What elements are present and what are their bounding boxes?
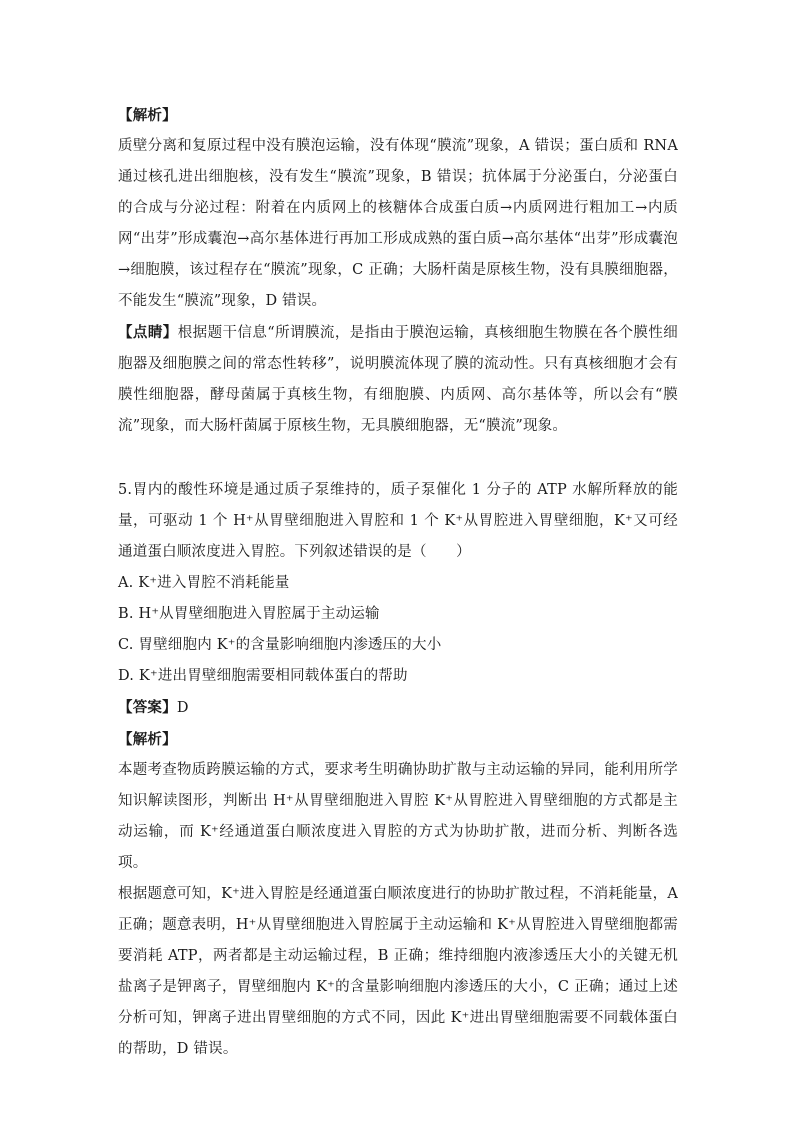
option-c: C. 胃壁细胞内 K⁺的含量影响细胞内渗透压的大小 xyxy=(118,637,442,653)
question-5-stem: 5.胃内的酸性环境是通过质子泵维持的，质子泵催化 1 分子的 ATP 水解所释放的能量，可驱动 1 个 H⁺从胃壁细胞进入胃腔和 1 个 K⁺从胃腔进入胃壁细胞，K⁺又可经通道蛋白顺浓度进入胃腔。下列叙述错误的是（ ） xyxy=(118,482,678,560)
option-b: B. H⁺从胃壁细胞进入胃腔属于主动运输 xyxy=(118,606,380,622)
answer-paragraph xyxy=(118,692,678,724)
answer-heading: 【答案】 xyxy=(118,699,177,716)
question-5-analysis-heading: 【解析】 xyxy=(118,731,177,748)
analysis-heading: 【解析】 xyxy=(118,107,177,124)
question-5-analysis-text-1: 本题考查物质跨膜运输的方式，要求考生明确协助扩散与主动运输的异同，能利用所学知识解读图形，判断出 H⁺从胃壁细胞进入胃腔 K⁺从胃腔进入胃壁细胞的方式都是主动运输，而 K⁺经通道蛋白顺浓度进入胃腔的方式为协助扩散，进而分析、判断各选项。 xyxy=(118,762,678,871)
comment-paragraph xyxy=(118,317,678,442)
analysis-text: 质壁分离和复原过程中没有膜泡运输，没有体现“膜流”现象，A 错误；蛋白质和 RNA 通过核孔进出细胞核，没有发生“膜流”现象，B 错误；抗体属于分泌蛋白，分泌蛋白的合成与分泌过程：附着在内质网上的核糖体合成蛋白质→内质网进行粗加工→内质网“出芽”形成囊泡→高尔基体进行再加工形成成熟的蛋白质→高尔基体“出芽”形成囊泡→细胞膜，该过程存在“膜流”现象，C 正确；大肠杆菌是原核生物，没有具膜细胞器，不能发生“膜流”现象，D 错误。 xyxy=(118,138,678,309)
section-gap xyxy=(118,442,678,475)
answer-value: D xyxy=(176,700,189,716)
comment-heading: 【点睛】 xyxy=(118,324,178,341)
option-a: A. K⁺进入胃腔不消耗能量 xyxy=(118,575,290,591)
option-d: D. K⁺进出胃壁细胞需要相同载体蛋白的帮助 xyxy=(118,668,408,684)
comment-text: 根据题干信息“所谓膜流，是指由于膜泡运输，真核细胞生物膜在各个膜性细胞器及细胞膜之间的常态性转移”，说明膜流体现了膜的流动性。只有真核细胞才会有膜性细胞器，酵母菌属于真核生物，有细胞膜、内质网、高尔基体等，所以会有“膜流”现象，而大肠杆菌属于原核生物，无具膜细胞器，无“膜流”现象。 xyxy=(118,325,678,434)
question-5-analysis-text-2: 根据题意可知，K⁺进入胃腔是经通道蛋白顺浓度进行的协助扩散过程，不消耗能量，A 正确；题意表明，H⁺从胃壁细胞进入胃腔属于主动运输和 K⁺从胃腔进入胃壁细胞都需要消耗 ATP，两者都是主动运输过程，B 正确；维持细胞内液渗透压大小的关键无机盐离子是钾离子，胃壁细胞内 K⁺的含量影响细胞内渗透压的大小，C 正确；通过上述分析可知，钾离子进出胃壁细胞的方式不同，因此 K⁺进出胃壁细胞需要不同载体蛋白的帮助，D 错误。 xyxy=(118,886,678,1057)
document-page xyxy=(118,100,678,1065)
